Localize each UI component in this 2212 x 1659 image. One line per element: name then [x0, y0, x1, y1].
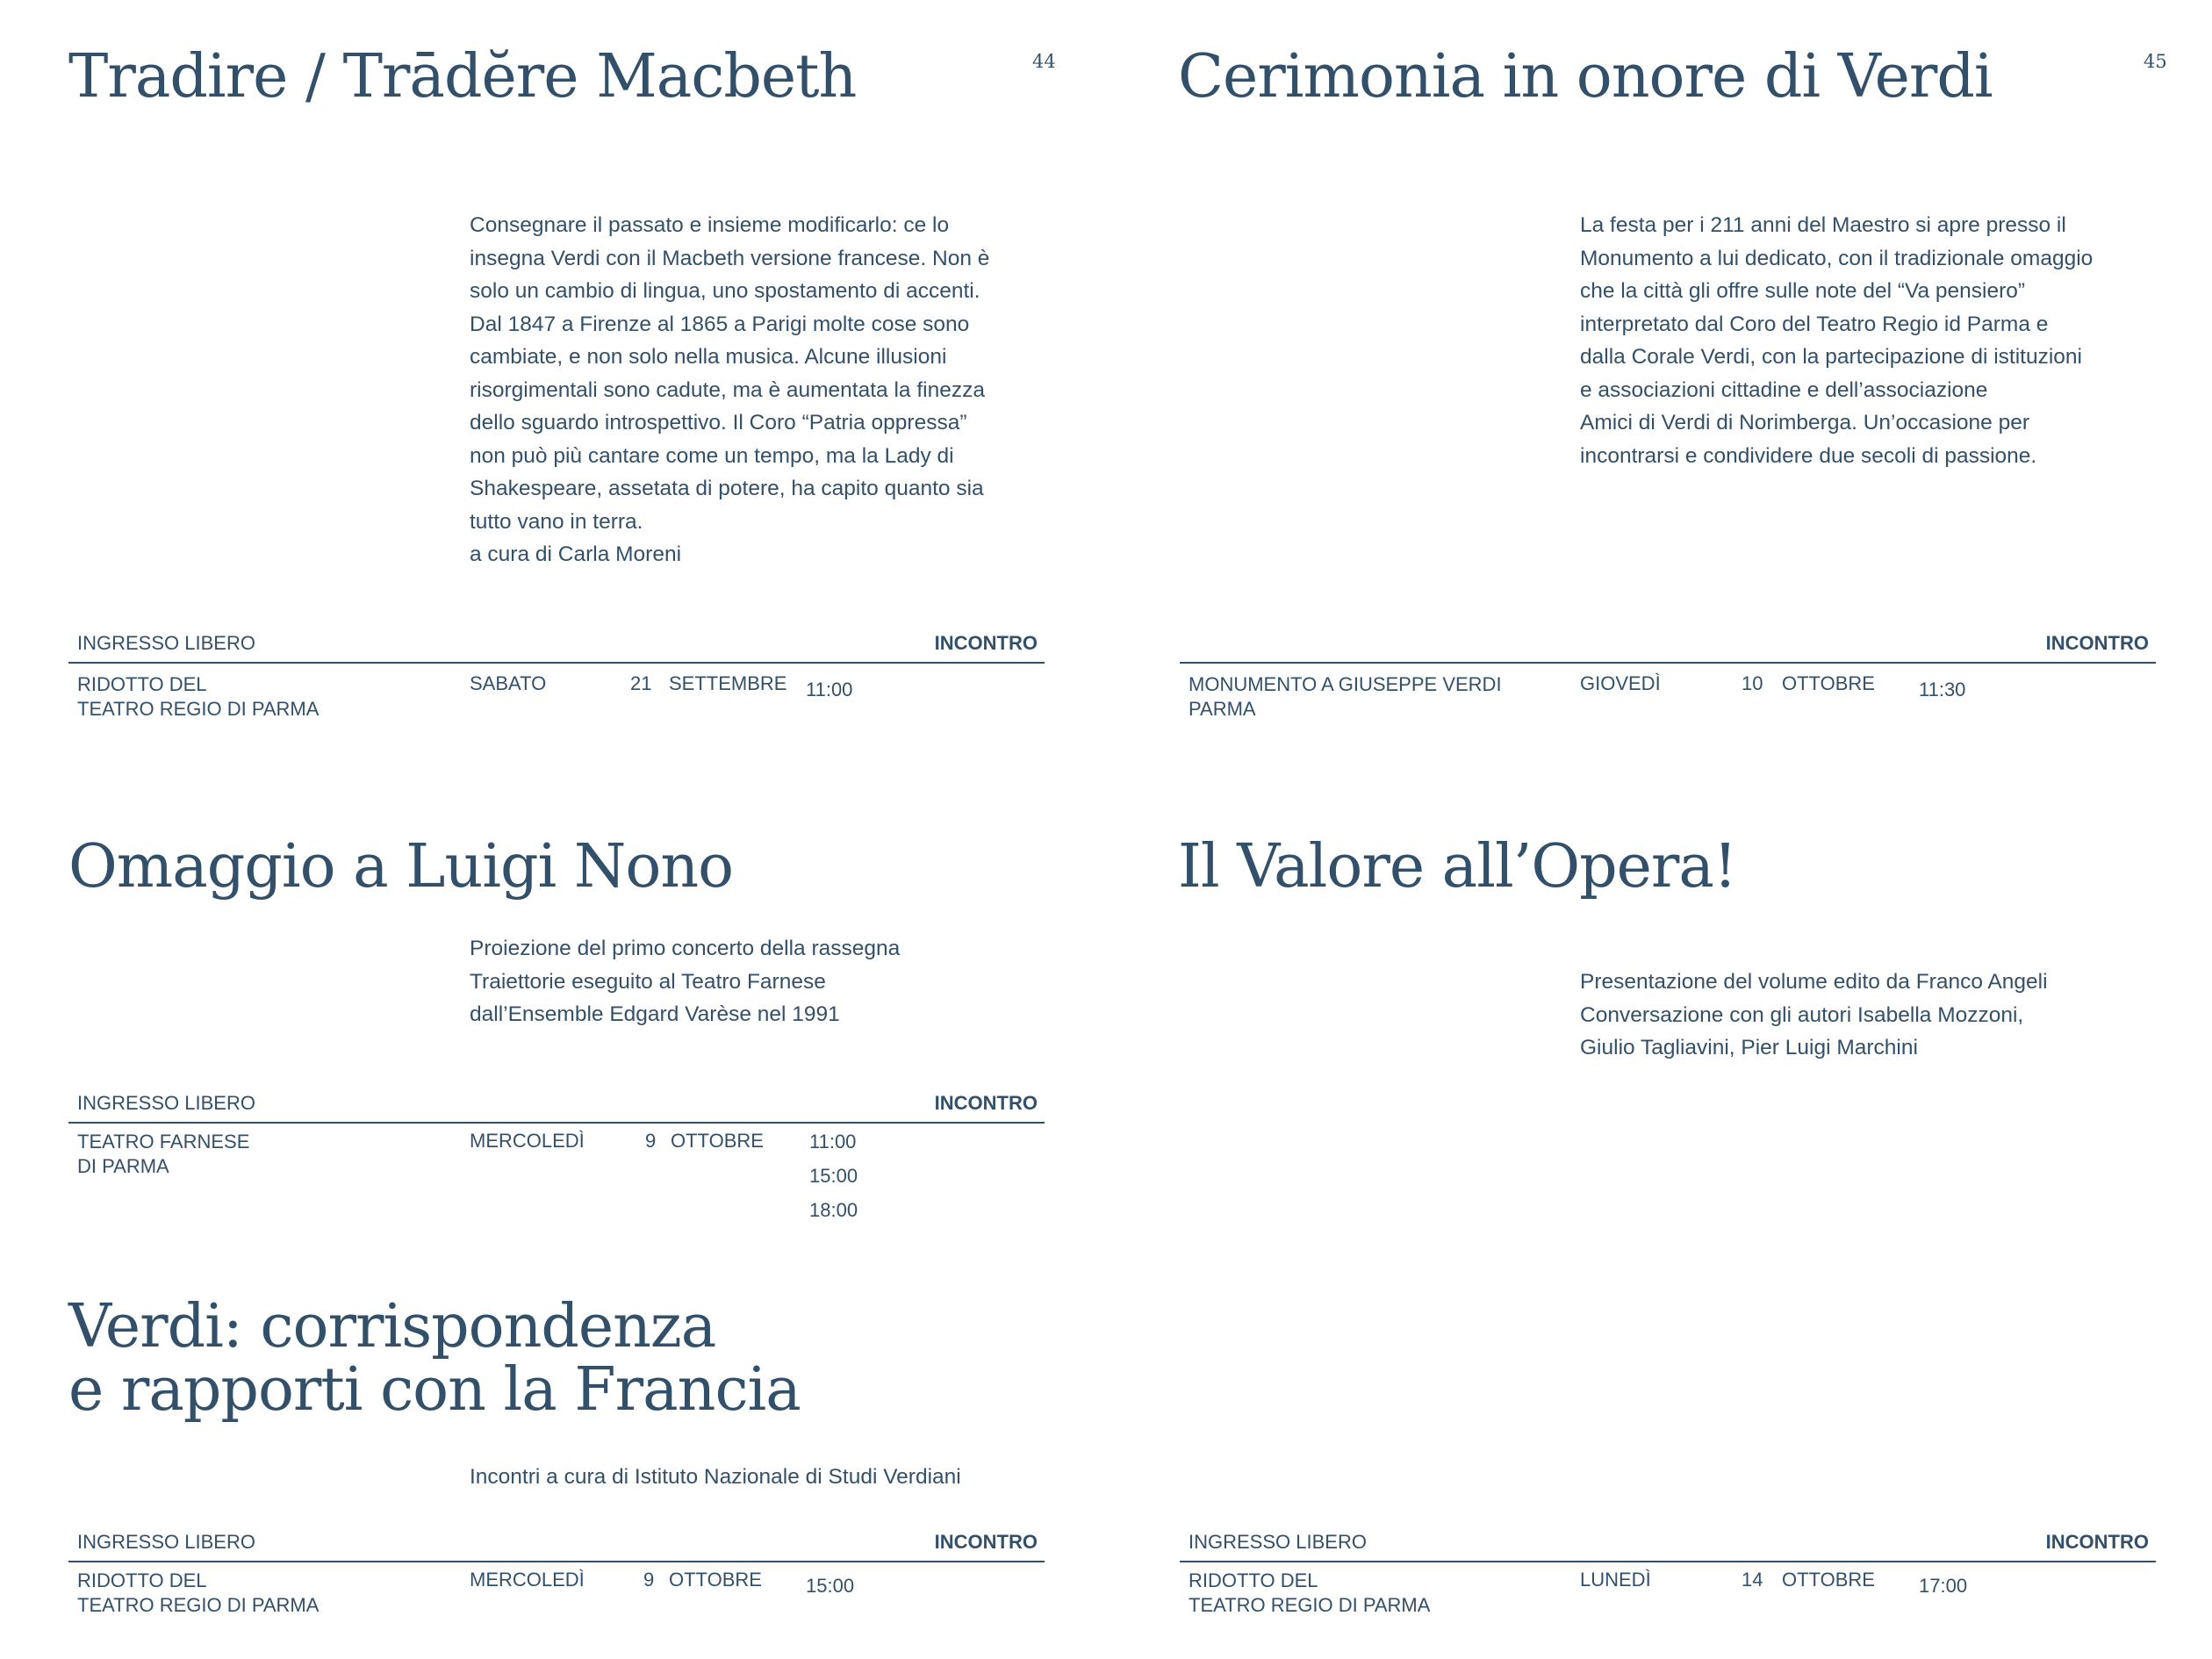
weekday: MERCOLEDÌ — [470, 1130, 585, 1152]
venue-line: RIDOTTO DEL — [77, 673, 207, 695]
description-line: che la città gli offre sulle note del “Va pensiero” — [1580, 279, 2026, 303]
event-title-line: Omaggio a Luigi Nono — [68, 832, 734, 901]
weekday: SABATO — [470, 672, 547, 694]
event-title — [1178, 832, 1737, 901]
time: 15:00 — [806, 1575, 855, 1597]
times — [1919, 1569, 1967, 1603]
event-type: INCONTRO — [934, 1531, 1038, 1553]
description-line: risorgimentali sono cadute, ma è aumentata la finezza — [470, 377, 985, 402]
time: 15:00 — [809, 1165, 858, 1187]
venue — [1189, 1569, 1430, 1618]
description-line: Conversazione con gli autori Isabella Mozzoni, — [1580, 1002, 2024, 1027]
event-type: INCONTRO — [2045, 1531, 2149, 1553]
event-title — [68, 42, 857, 111]
venue — [77, 1130, 249, 1179]
event-type: INCONTRO — [2045, 632, 2149, 654]
event-info — [1180, 1529, 2156, 1634]
event-info — [1180, 630, 2156, 736]
day: 9 — [645, 1130, 657, 1152]
time: 17:00 — [1919, 1575, 1968, 1597]
day: 14 — [1742, 1569, 1763, 1591]
weekday: LUNEDÌ — [1580, 1569, 1651, 1591]
weekday: MERCOLEDÌ — [470, 1569, 585, 1591]
time: 18:00 — [809, 1199, 858, 1221]
info-header — [68, 630, 1045, 664]
description-line: solo un cambio di lingua, uno spostamento di accenti. — [470, 279, 980, 303]
admission-label: INGRESSO LIBERO — [77, 632, 255, 654]
event-description — [470, 1461, 961, 1494]
venue-line: RIDOTTO DEL — [1189, 1569, 1318, 1591]
description-line: Incontri a cura di Istituto Nazionale di Studi Verdiani — [470, 1465, 961, 1489]
description-line: interpretato dal Coro del Teatro Regio id Parma e — [1580, 312, 2049, 336]
info-header — [1180, 630, 2156, 664]
venue-line: DI PARMA — [77, 1155, 169, 1177]
month: OTTOBRE — [1782, 1569, 1875, 1591]
day: 21 — [630, 672, 652, 694]
description-line: Proiezione del primo concerto della rassegna — [470, 937, 901, 960]
description-line: La festa per i 211 anni del Maestro si apre presso il — [1580, 213, 2066, 237]
description-line: Dal 1847 a Firenze al 1865 a Parigi molte cose sono — [470, 312, 970, 336]
event-title-line: Il Valore all’Opera! — [1178, 832, 1737, 901]
description-line: insegna Verdi con il Macbeth versione francese. Non è — [470, 246, 990, 270]
info-header — [68, 1090, 1045, 1124]
description-line: incontrarsi e condividere due secoli di passione. — [1580, 443, 2037, 468]
times — [809, 1124, 858, 1227]
event-title-line: Cerimonia in onore di Verdi — [1178, 42, 1993, 111]
description-line: cambiate, e non solo nella musica. Alcune illusioni — [470, 345, 947, 369]
event-description — [1580, 209, 2093, 472]
month: OTTOBRE — [671, 1130, 764, 1152]
description-line: dall’Ensemble Edgard Varèse nel 1991 — [470, 1002, 840, 1026]
page-number: 45 — [2144, 51, 2167, 72]
info-header — [1180, 1529, 2156, 1562]
description-line: Giulio Tagliavini, Pier Luigi Marchini — [1580, 1036, 1918, 1059]
description-line: Traiettorie eseguito al Teatro Farnese — [470, 969, 826, 994]
venue-line: TEATRO REGIO DI PARMA — [77, 1594, 320, 1616]
event-title-line: e rapporti con la Francia — [68, 1355, 801, 1425]
description-line: dello sguardo introspettivo. Il Coro “Patria oppressa” — [470, 411, 967, 434]
venue — [1189, 672, 1502, 722]
venue-line: PARMA — [1189, 698, 1256, 720]
description-line: tutto vano in terra. — [470, 509, 643, 534]
admission-label: INGRESSO LIBERO — [77, 1092, 255, 1114]
event-description — [470, 932, 900, 1031]
times — [806, 672, 852, 707]
description-line: Shakespeare, assetata di potere, ha capito quanto sia — [470, 477, 984, 500]
times — [806, 1569, 854, 1603]
description-line: Consegnare il passato e insieme modificarlo: ce lo — [470, 213, 950, 237]
description-line: e associazioni cittadine e dell’associazione — [1580, 377, 1988, 402]
time: 11:00 — [809, 1131, 857, 1153]
page-number: 44 — [1032, 51, 1056, 72]
description-line: Presentazione del volume edito da Franco Angeli — [1580, 970, 2048, 994]
event-type: INCONTRO — [934, 632, 1038, 654]
venue-line: TEATRO REGIO DI PARMA — [77, 698, 320, 720]
admission-label: INGRESSO LIBERO — [77, 1531, 255, 1553]
month: SETTEMBRE — [669, 672, 787, 694]
times — [1919, 672, 1965, 707]
event-description — [1580, 966, 2048, 1065]
event-title — [68, 832, 734, 901]
event-description — [470, 209, 989, 571]
weekday: GIOVEDÌ — [1580, 672, 1661, 694]
venue — [77, 1569, 319, 1618]
description-line: Monumento a lui dedicato, con il tradizionale omaggio — [1580, 246, 2094, 270]
info-header — [68, 1529, 1045, 1562]
time: 11:30 — [1919, 679, 1966, 700]
venue-line: TEATRO FARNESE — [77, 1131, 250, 1153]
event-title-line: Verdi: corrispondenza — [68, 1292, 716, 1361]
event-info — [68, 1090, 1045, 1239]
admission-label: INGRESSO LIBERO — [1189, 1531, 1367, 1553]
event-title — [1178, 42, 1993, 111]
event-title — [68, 1292, 801, 1425]
event-title-line: Tradire / Trādĕre Macbeth — [68, 42, 857, 111]
event-info — [68, 1529, 1045, 1634]
event-type: INCONTRO — [934, 1092, 1038, 1114]
event-info — [68, 630, 1045, 736]
time: 11:00 — [806, 679, 853, 700]
venue — [77, 672, 319, 722]
description-line: non può più cantare come un tempo, ma la Lady di — [470, 443, 954, 468]
month: OTTOBRE — [669, 1569, 762, 1591]
description-line: Amici di Verdi di Norimberga. Un’occasione per — [1580, 411, 2029, 434]
description-line: dalla Corale Verdi, con la partecipazione di istituzioni — [1580, 345, 2082, 369]
day: 10 — [1742, 672, 1763, 694]
description-line: a cura di Carla Moreni — [470, 542, 682, 566]
right-page — [1106, 0, 2212, 1659]
day: 9 — [643, 1569, 655, 1591]
month: OTTOBRE — [1782, 672, 1875, 694]
venue-line: RIDOTTO DEL — [77, 1569, 207, 1591]
venue-line: TEATRO REGIO DI PARMA — [1189, 1594, 1431, 1616]
venue-line: MONUMENTO A GIUSEPPE VERDI — [1189, 673, 1502, 695]
